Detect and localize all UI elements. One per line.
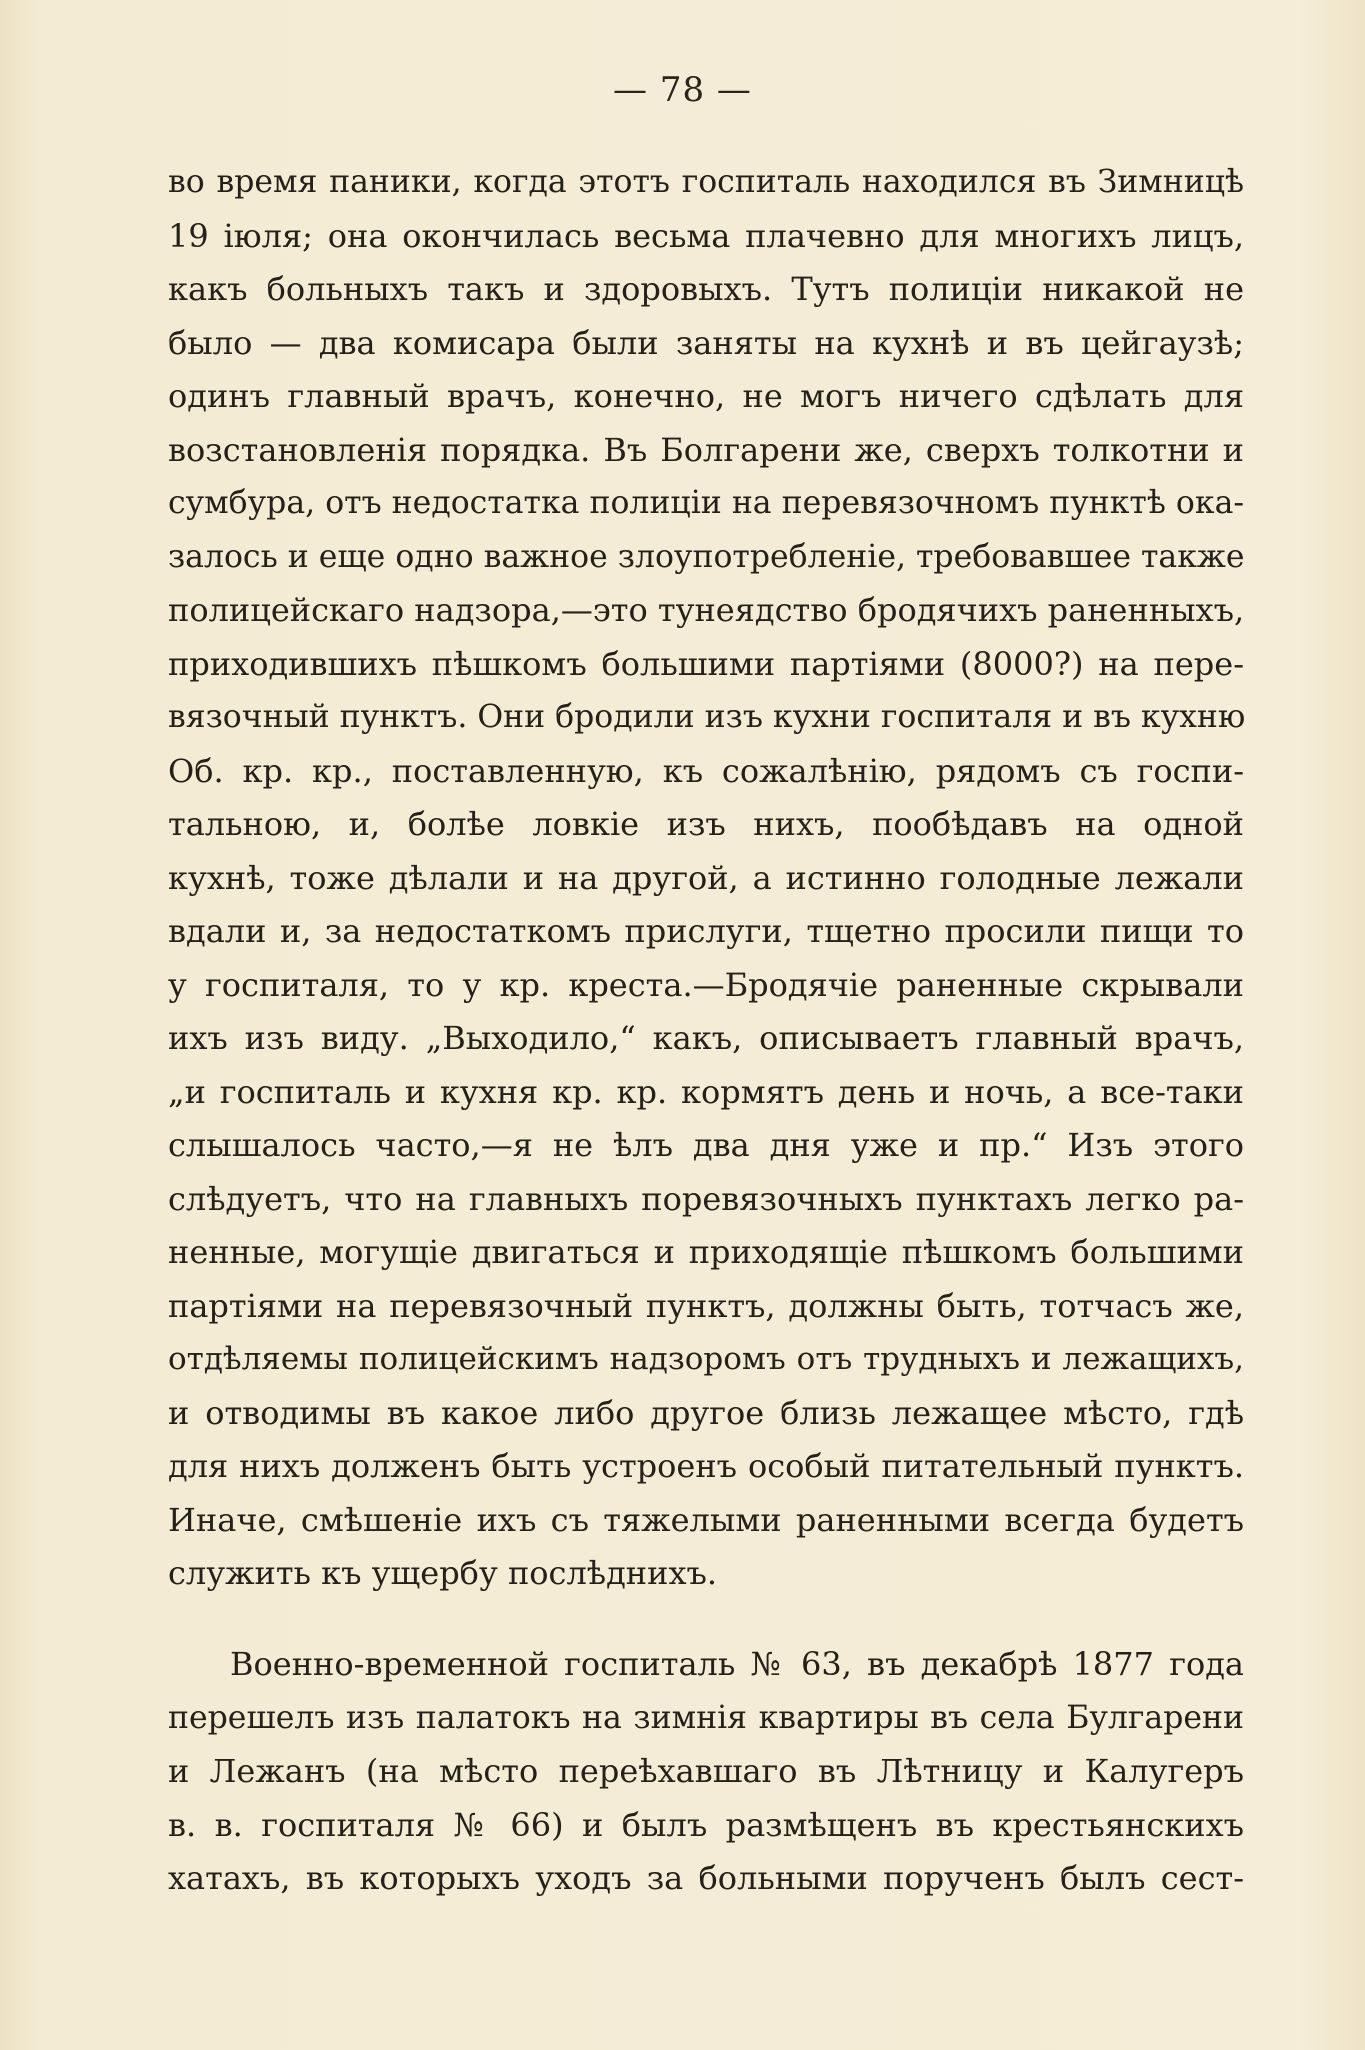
text-line: „и госпиталь и кухня кр. кр. кормятъ день и ночь, а все-таки: [168, 1072, 1244, 1111]
text-line: ненные, могущіе двигаться и приходящіе пѣшкомъ большими: [168, 1233, 1244, 1271]
text-line: ихъ изъ виду. „Выходило,“ какъ, описываетъ главный врачъ,: [168, 1019, 1244, 1057]
text-line: 19 іюля; она окончилась весьма плачевно для многихъ лицъ,: [168, 216, 1244, 255]
text-line: Об. кр. кр., поставленную, къ сожалѣнію, рядомъ съ госпи-: [168, 751, 1244, 790]
text-line: в. в. госпиталя № 66) и былъ размѣщенъ въ крестьянскихъ: [168, 1805, 1244, 1844]
page-number: — 78 —: [613, 70, 752, 110]
text-line: отдѣляемы полицейскимъ надзоромъ отъ трудныхъ и лежащихъ,: [168, 1341, 1244, 1377]
text-line: хатахъ, въ которыхъ уходъ за больными порученъ былъ сест-: [168, 1859, 1244, 1897]
text-line: у госпиталя, то у кр. креста.—Бродячіе раненные скрывали: [168, 965, 1244, 1004]
text-line: перешелъ изъ палатокъ на зимнія квартиры въ села Булгарени: [168, 1699, 1244, 1736]
text-line: и Лежанъ (на мѣсто переѣхавшаго въ Лѣтницу и Калугеръ: [168, 1752, 1244, 1790]
text-line: слѣдуетъ, что на главныхъ поревязочныхъ пунктахъ легко ра-: [168, 1179, 1244, 1218]
text-line: слышалось часто,—я не ѣлъ два дня уже и пр.“ Изъ этого: [168, 1126, 1244, 1164]
text-line: кухнѣ, тоже дѣлали и на другой, а истинно голодные лежали: [168, 858, 1244, 897]
text-line: Иначе, смѣшеніе ихъ съ тяжелыми раненными всегда будетъ: [168, 1500, 1244, 1539]
text-line: одинъ главный врачъ, конечно, не могъ ничего сдѣлать для: [168, 377, 1244, 415]
text-line: сумбура, отъ недостатка полиціи на перевязочномъ пунктѣ ока-: [168, 485, 1244, 521]
text-line: залось и еще одно важное злоупотребленіе, требовавшее также: [168, 538, 1245, 575]
text-line: было — два комисара были заняты на кухнѣ и въ цейгаузѣ;: [168, 323, 1244, 362]
text-line: служить къ ущербу послѣднихъ.: [168, 1554, 718, 1592]
text-line: приходившихъ пѣшкомъ большими партіями (8000?) на пере-: [168, 644, 1244, 683]
text-line: для нихъ долженъ быть устроенъ особый питательный пунктъ.: [168, 1447, 1244, 1485]
text-line: тальною, и, болѣе ловкіе изъ нихъ, пообѣдавъ на одной: [168, 805, 1244, 843]
text-line: и отводимы въ какое либо другое близь лежащее мѣсто, гдѣ: [168, 1393, 1244, 1432]
text-line: возстановленія порядка. Въ Болгарени же, сверхъ толкотни и: [168, 430, 1244, 469]
text-line: партіями на перевязочный пунктъ, должны быть, тотчасъ же,: [168, 1286, 1244, 1325]
text-line: вязочный пунктъ. Они бродили изъ кухни госпиталя и въ кухню: [168, 699, 1246, 735]
text-line: полицейскаго надзора,—это тунеядство бродячихъ раненныхъ,: [168, 591, 1245, 629]
text-line: какъ больныхъ такъ и здоровыхъ. Тутъ полиціи никакой не: [168, 270, 1244, 308]
paragraph-2: [168, 1638, 1244, 1906]
text-line: Военно-временной госпиталь № 63, въ декабрѣ 1877 года: [230, 1645, 1244, 1683]
paragraph-1: [168, 156, 1244, 1601]
text-line: вдали и, за недостаткомъ прислуги, тщетно просили пищи то: [168, 912, 1244, 950]
text-line: во время паники, когда этотъ госпиталь находился въ Зимницѣ: [168, 164, 1244, 200]
